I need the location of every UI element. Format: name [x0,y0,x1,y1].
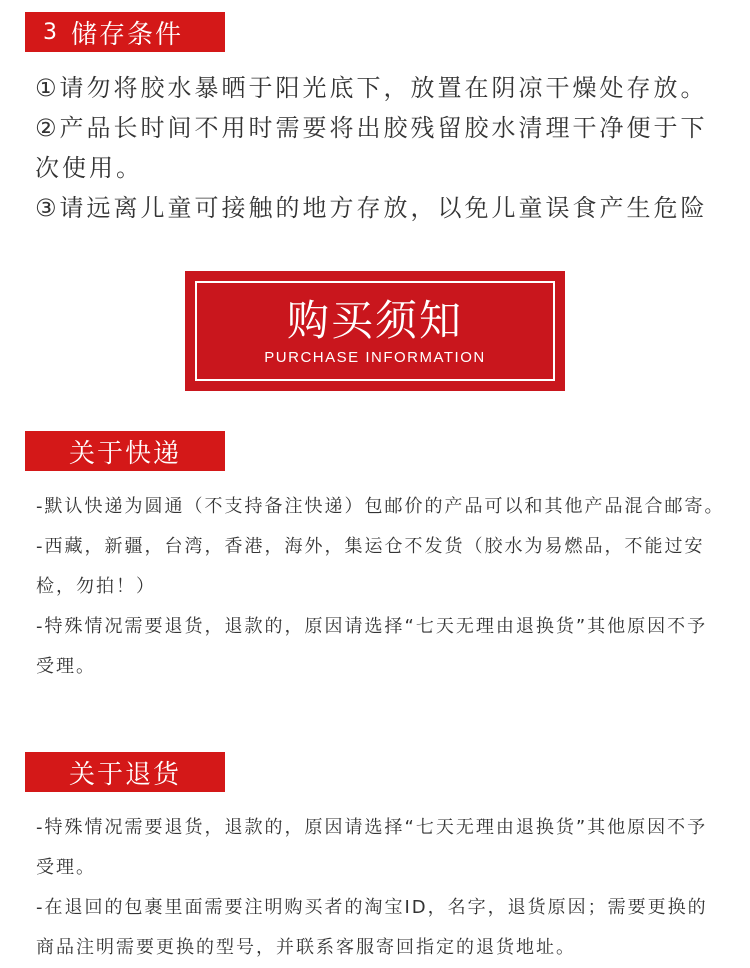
purchase-info-banner [185,271,565,391]
storage-section-title: 储存条件 [71,19,184,50]
shipping-section-tag [25,431,225,471]
shipping-note: -西藏，新疆，台湾，香港，海外，集运仓不发货（胶水为易燃品，不能过安检，勿拍！） [36,536,705,597]
returns-notes [36,808,726,968]
shipping-section-title: 关于快递 [68,438,181,469]
storage-section-tag [25,12,225,52]
shipping-note: -特殊情况需要退货，退款的，原因请选择“七天无理由退换货”其他原因不予受理。 [36,616,708,677]
purchase-info-banner-frame [195,281,555,381]
returns-note: -在退回的包裹里面需要注明购买者的淘宝ID，名字，退货原因；需要更换的商品注明需要更换的型号，并联系客服寄回指定的退货地址。 [36,897,708,958]
storage-line: ③请远离儿童可接触的地方存放，以免儿童误食产生危险 [35,194,708,222]
shipping-note: -默认快递为圆通（不支持备注快递）包邮价的产品可以和其他产品混合邮寄。 [36,496,725,517]
storage-section-number: 3 [43,19,59,45]
storage-line: ②产品长时间不用时需要将出胶残留胶水清理干净便于下次使用。 [35,114,708,182]
storage-conditions-list [35,68,725,228]
returns-note: -特殊情况需要退货，退款的，原因请选择“七天无理由退换货”其他原因不予受理。 [36,817,708,878]
shipping-notes [36,487,726,687]
purchase-info-title: 购买须知 [286,295,463,345]
storage-line: ①请勿将胶水暴晒于阳光底下，放置在阴凉干燥处存放。 [35,74,708,102]
returns-section-tag [25,752,225,792]
purchase-info-subtitle: PURCHASE INFORMATION [264,348,486,366]
returns-section-title: 关于退货 [68,759,181,790]
